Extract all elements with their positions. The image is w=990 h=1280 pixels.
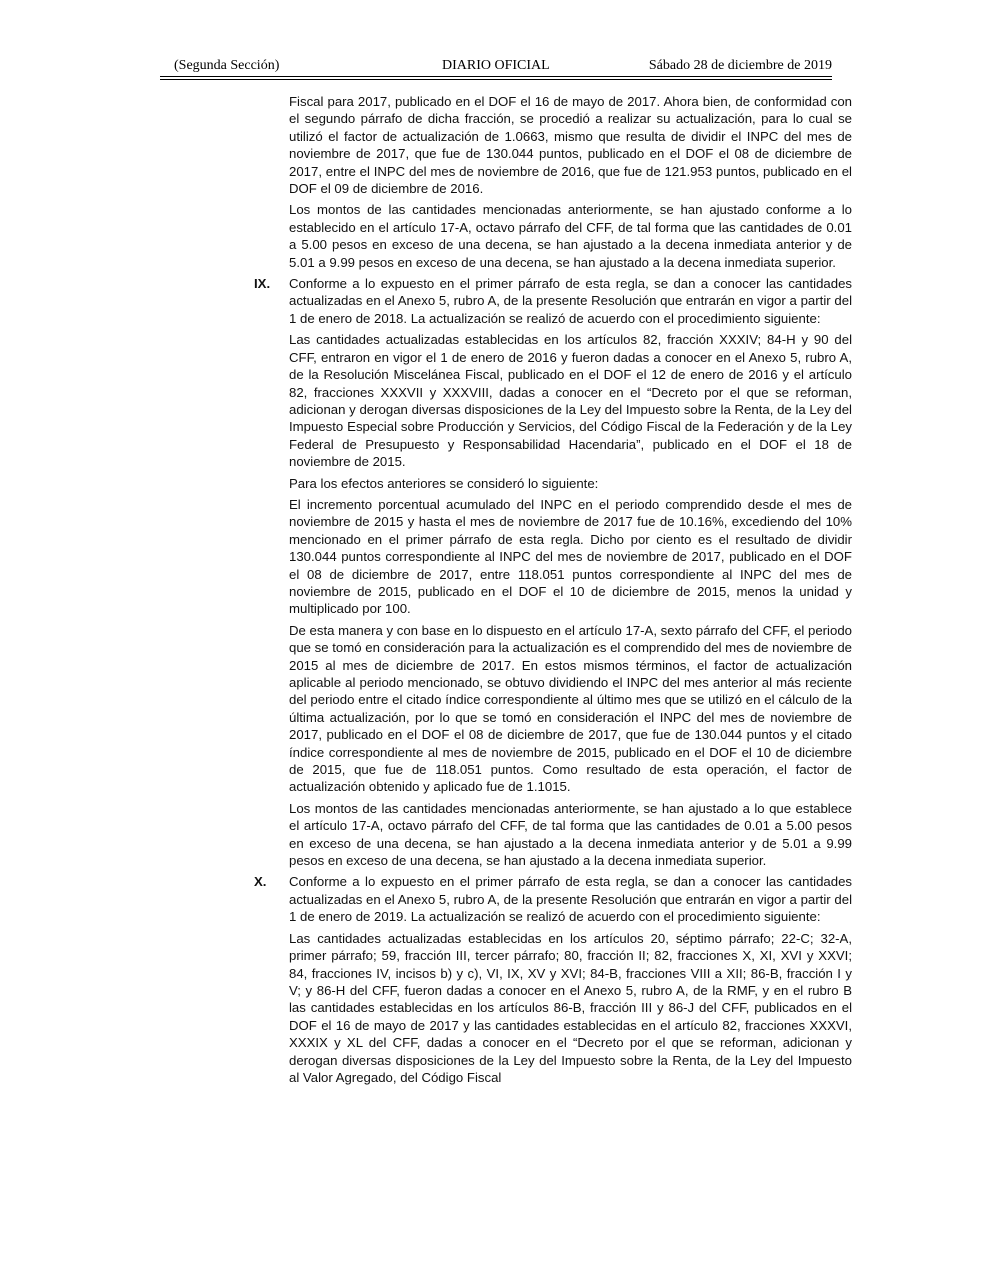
paragraph: Los montos de las cantidades mencionadas anteriormente, se han ajustado a lo que establece el artículo 17-A, octavo párrafo del CFF, de tal forma que las cantidades de 0.01 a 5.00 pesos en exceso de una decena, se han ajustado a la decena inmediata anterior y de 5.01 a 9.99 pesos en exceso de una decena, se han ajustado a la decena inmediata superior. [289, 800, 852, 869]
header-publication: DIARIO OFICIAL [442, 58, 550, 73]
list-item-ix [254, 275, 852, 327]
paragraph: El incremento porcentual acumulado del INPC en el periodo comprendido desde el mes de noviembre de 2015 y hasta el mes de noviembre de 2017 fue de 10.16%, excediendo del 10% mencionado en el primer párrafo de esta regla. Dicho por ciento es el resultado de dividir 130.044 puntos correspondiente al INPC del mes de noviembre de 2017, publicado en el DOF el 08 de diciembre de 2017, entre 118.051 puntos correspondiente al INPC del mes de noviembre de 2015, publicado en el DOF el 10 de diciembre de 2015, menos la unidad y multiplicado por 100. [289, 496, 852, 617]
paragraph: Para los efectos anteriores se consideró lo siguiente: [289, 475, 599, 491]
document-body [254, 93, 852, 1090]
item-number: IX. [254, 276, 271, 292]
paragraph: Conforme a lo expuesto en el primer párrafo de esta regla, se dan a conocer las cantidades actualizadas en el Anexo 5, rubro A, de la presente Resolución que entrarán en vigor a partir del 1 de enero de 2019. La actualización se realizó de acuerdo con el procedimiento siguiente: [289, 874, 852, 925]
list-item-x [254, 873, 852, 925]
paragraph: Los montos de las cantidades mencionadas anteriormente, se han ajustado conforme a lo establecido en el artículo 17-A, octavo párrafo del CFF, de tal forma que las cantidades de 0.01 a 5.00 pesos en exceso de una decena, se han ajustado a la decena inmediata anterior y de 5.01 a 9.99 pesos en exceso de una decena, se han ajustado a la decena inmediata superior. [289, 202, 852, 270]
header-rule-top [160, 76, 832, 77]
header-section: (Segunda Sección) [174, 58, 280, 73]
paragraph: Fiscal para 2017, publicado en el DOF el 16 de mayo de 2017. Ahora bien, de conformidad con el segundo párrafo de dicha fracción, se procedió a realizar su actualización, para lo cual se utilizó el factor de actualización de 1.0663, mismo que resulta de dividir el INPC del mes de noviembre de 2017, que fue de 130.044 puntos, publicado en el DOF el 08 de diciembre de 2017, entre el INPC del mes de noviembre de 2016, que fue de 121.953 puntos, publicado en el DOF el 09 de diciembre de 2016. [289, 94, 852, 197]
item-number: X. [254, 874, 267, 890]
paragraph: De esta manera y con base en lo dispuesto en el artículo 17-A, sexto párrafo del CFF, el periodo que se tomó en consideración para la actualización es el comprendido del mes de noviembre de 2015 al mes de diciembre de 2017. En estos mismos términos, el factor de actualización aplicable al periodo mencionado, se obtuvo dividiendo el INPC del mes anterior al más reciente del periodo entre el citado índice correspondiente al último mes que se utilizó en el cálculo de la última actualización, por lo que se tomó en consideración el INPC del mes de noviembre de 2017, publicado en el DOF el 08 de diciembre de 2017, que fue de 130.044 puntos y el citado índice correspondiente al mes de noviembre de 2015, publicado en el DOF el 10 de diciembre de 2015, que fue de 118.051 puntos. Como resultado de esta operación, el factor de actualización obtenido y aplicado fue de 1.1015. [289, 622, 852, 795]
header-rule-bottom [160, 79, 832, 80]
paragraph: Las cantidades actualizadas establecidas en los artículos 20, séptimo párrafo; 22-C; 32-A, primer párrafo; 59, fracción III, tercer párrafo; 80, fracción II; 82, fracciones X, XI, XVI y XXVI; 84, fracciones IV, incisos b) y c), VI, IX, XV y XVI; 84-B, fracciones VIII a XII; 86-B, fracción I y V; y 86-H del CFF, fueron dadas a conocer en el Anexo 5, rubro A, de la RMF, y en el rubro B las cantidades establecidas en los artículos 86-B, fracción III y 86-J del CFF, publicados en el DOF el 16 de mayo de 2017 y las cantidades establecidas en el artículo 82, fracciones XXXVI, XXXIX y XL del CFF, dadas a conocer en el “Decreto por el que se reforman, adicionan y derogan diversas disposiciones de la Ley del Impuesto sobre la Renta, de la Ley del Impuesto al Valor Agregado, del Código Fiscal [289, 930, 852, 1085]
paragraph: Las cantidades actualizadas establecidas en los artículos 82, fracción XXXIV; 84-H y 90 del CFF, entraron en vigor el 1 de enero de 2016 y fueron dadas a conocer en el Anexo 5, rubro A, de la Resolución Miscelánea Fiscal, publicado en el DOF el 12 de enero de 2016 y el artículo 82, fracciones XXXVII y XXXVIII, dadas a conocer en el “Decreto por el que se reforman, adicionan y derogan diversas disposiciones de la Ley del Impuesto sobre la Renta, de la Ley del Impuesto Especial sobre Producción y Servicios, del Código Fiscal de la Federación y de la Ley Federal de Presupuesto y Responsabilidad Hacendaria”, publicado en el DOF el 18 de noviembre de 2015. [289, 332, 852, 470]
header-date: Sábado 28 de diciembre de 2019 [648, 58, 832, 73]
paragraph: Conforme a lo expuesto en el primer párrafo de esta regla, se dan a conocer las cantidades actualizadas en el Anexo 5, rubro A, de la presente Resolución que entrarán en vigor a partir del 1 de enero de 2018. La actualización se realizó de acuerdo con el procedimiento siguiente: [289, 276, 852, 326]
page-header [160, 58, 832, 74]
